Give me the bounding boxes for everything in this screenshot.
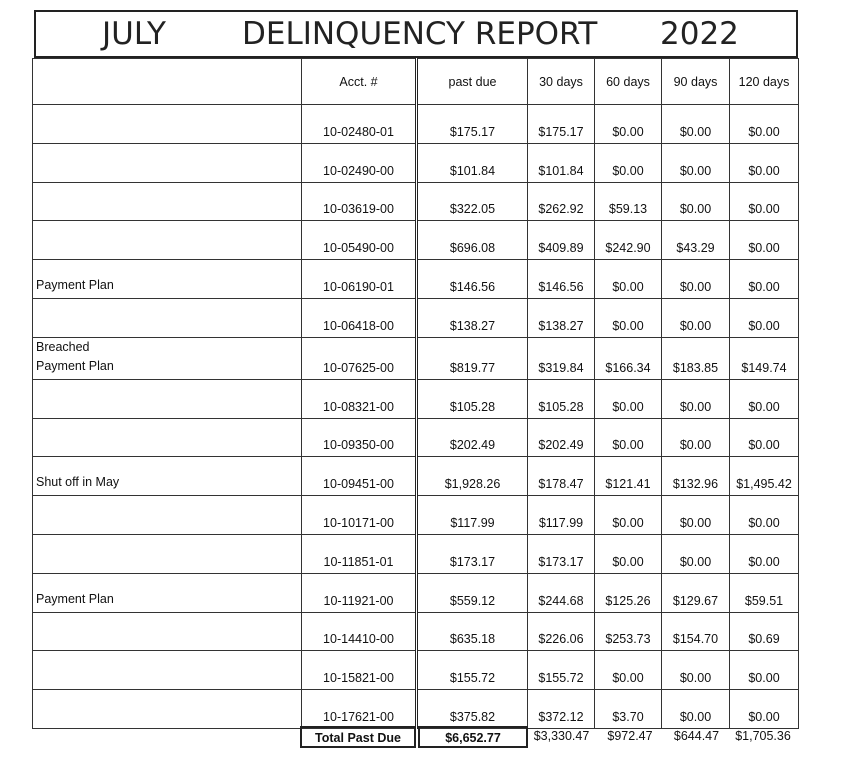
account-number: 10-06418-00 — [302, 298, 417, 337]
account-number: 10-10171-00 — [302, 496, 417, 535]
account-number: 10-11921-00 — [302, 573, 417, 612]
table-row — [33, 496, 799, 535]
row-note — [33, 418, 302, 457]
90-days-amount: $0.00 — [662, 182, 730, 221]
report-month: JULY — [102, 16, 166, 52]
120-days-amount: $59.51 — [730, 573, 799, 612]
row-note — [33, 221, 302, 260]
report-name: DELINQUENCY REPORT — [242, 16, 598, 52]
table-row — [33, 260, 799, 299]
60-days-amount: $3.70 — [595, 690, 662, 729]
120-days-amount: $149.74 — [730, 337, 799, 379]
120-days-amount: $0.69 — [730, 612, 799, 651]
past-due-amount: $146.56 — [417, 260, 528, 299]
account-number: 10-02490-00 — [302, 143, 417, 182]
60-days-amount: $0.00 — [595, 418, 662, 457]
30-days-amount: $173.17 — [528, 534, 595, 573]
past-due-amount: $696.08 — [417, 221, 528, 260]
total-past-due-value: $6,652.77 — [418, 726, 528, 748]
90-days-amount: $0.00 — [662, 143, 730, 182]
row-note: Payment Plan — [33, 260, 302, 299]
total-90-days: $644.47 — [673, 729, 720, 743]
90-days-amount: $0.00 — [662, 690, 730, 729]
row-note — [33, 496, 302, 535]
account-number: 10-06190-01 — [302, 260, 417, 299]
120-days-amount: $1,495.42 — [730, 457, 799, 496]
60-days-amount: $0.00 — [595, 379, 662, 418]
120-days-amount: $0.00 — [730, 651, 799, 690]
row-note: Shut off in May — [33, 457, 302, 496]
30-days-amount: $244.68 — [528, 573, 595, 612]
90-days-amount: $43.29 — [662, 221, 730, 260]
30-days-amount: $175.17 — [528, 105, 595, 144]
table-row — [33, 651, 799, 690]
60-days-amount: $121.41 — [595, 457, 662, 496]
table-row — [33, 418, 799, 457]
30-days-amount: $202.49 — [528, 418, 595, 457]
60-days-amount: $125.26 — [595, 573, 662, 612]
past-due-amount: $559.12 — [417, 573, 528, 612]
account-number: 10-15821-00 — [302, 651, 417, 690]
totals-row — [0, 726, 855, 752]
column-header-30-days: 30 days — [528, 59, 595, 105]
table-row — [33, 612, 799, 651]
past-due-amount: $322.05 — [417, 182, 528, 221]
account-number: 10-02480-01 — [302, 105, 417, 144]
60-days-amount: $0.00 — [595, 496, 662, 535]
past-due-amount: $635.18 — [417, 612, 528, 651]
column-header-note — [33, 59, 302, 105]
60-days-amount: $166.34 — [595, 337, 662, 379]
table-row — [33, 298, 799, 337]
column-header-90-days: 90 days — [662, 59, 730, 105]
row-note — [33, 379, 302, 418]
60-days-amount: $0.00 — [595, 651, 662, 690]
column-header-120-days: 120 days — [730, 59, 799, 105]
total-past-due-label: Total Past Due — [300, 726, 416, 748]
past-due-amount: $117.99 — [417, 496, 528, 535]
past-due-amount: $375.82 — [417, 690, 528, 729]
60-days-amount: $0.00 — [595, 260, 662, 299]
account-number: 10-05490-00 — [302, 221, 417, 260]
90-days-amount: $0.00 — [662, 298, 730, 337]
total-30-days: $3,330.47 — [533, 729, 590, 743]
table-row — [33, 221, 799, 260]
account-number: 10-09451-00 — [302, 457, 417, 496]
90-days-amount: $132.96 — [662, 457, 730, 496]
past-due-amount: $819.77 — [417, 337, 528, 379]
30-days-amount: $105.28 — [528, 379, 595, 418]
30-days-amount: $117.99 — [528, 496, 595, 535]
table-header-row — [33, 59, 799, 105]
table-row — [33, 534, 799, 573]
row-note — [33, 690, 302, 729]
30-days-amount: $155.72 — [528, 651, 595, 690]
past-due-amount: $202.49 — [417, 418, 528, 457]
row-note — [33, 651, 302, 690]
total-120-days: $1,705.36 — [735, 729, 791, 743]
account-number: 10-09350-00 — [302, 418, 417, 457]
row-note — [33, 143, 302, 182]
60-days-amount: $253.73 — [595, 612, 662, 651]
table-row — [33, 379, 799, 418]
120-days-amount: $0.00 — [730, 690, 799, 729]
row-note: Breached Payment Plan — [33, 337, 302, 379]
90-days-amount: $0.00 — [662, 496, 730, 535]
past-due-amount: $155.72 — [417, 651, 528, 690]
120-days-amount: $0.00 — [730, 496, 799, 535]
30-days-amount: $409.89 — [528, 221, 595, 260]
row-note: Payment Plan — [33, 573, 302, 612]
90-days-amount: $0.00 — [662, 379, 730, 418]
past-due-amount: $105.28 — [417, 379, 528, 418]
row-note — [33, 182, 302, 221]
row-note — [33, 612, 302, 651]
delinquency-table — [32, 58, 799, 729]
90-days-amount: $129.67 — [662, 573, 730, 612]
table-row — [33, 337, 799, 379]
past-due-amount: $173.17 — [417, 534, 528, 573]
90-days-amount: $154.70 — [662, 612, 730, 651]
past-due-amount: $138.27 — [417, 298, 528, 337]
90-days-amount: $0.00 — [662, 534, 730, 573]
60-days-amount: $0.00 — [595, 298, 662, 337]
report-title — [34, 10, 798, 58]
120-days-amount: $0.00 — [730, 534, 799, 573]
30-days-amount: $146.56 — [528, 260, 595, 299]
column-header-acct: Acct. # — [302, 59, 417, 105]
120-days-amount: $0.00 — [730, 221, 799, 260]
120-days-amount: $0.00 — [730, 379, 799, 418]
table-row — [33, 573, 799, 612]
account-number: 10-17621-00 — [302, 690, 417, 729]
total-60-days: $972.47 — [607, 729, 653, 743]
120-days-amount: $0.00 — [730, 105, 799, 144]
30-days-amount: $138.27 — [528, 298, 595, 337]
table-row — [33, 182, 799, 221]
row-note — [33, 105, 302, 144]
120-days-amount: $0.00 — [730, 418, 799, 457]
30-days-amount: $101.84 — [528, 143, 595, 182]
60-days-amount: $0.00 — [595, 105, 662, 144]
account-number: 10-03619-00 — [302, 182, 417, 221]
30-days-amount: $262.92 — [528, 182, 595, 221]
account-number: 10-11851-01 — [302, 534, 417, 573]
past-due-amount: $175.17 — [417, 105, 528, 144]
past-due-amount: $1,928.26 — [417, 457, 528, 496]
120-days-amount: $0.00 — [730, 260, 799, 299]
120-days-amount: $0.00 — [730, 182, 799, 221]
120-days-amount: $0.00 — [730, 298, 799, 337]
table-row — [33, 105, 799, 144]
120-days-amount: $0.00 — [730, 143, 799, 182]
60-days-amount: $0.00 — [595, 143, 662, 182]
table-row — [33, 143, 799, 182]
90-days-amount: $0.00 — [662, 260, 730, 299]
30-days-amount: $226.06 — [528, 612, 595, 651]
60-days-amount: $242.90 — [595, 221, 662, 260]
past-due-amount: $101.84 — [417, 143, 528, 182]
30-days-amount: $319.84 — [528, 337, 595, 379]
row-note — [33, 534, 302, 573]
account-number: 10-14410-00 — [302, 612, 417, 651]
90-days-amount: $0.00 — [662, 418, 730, 457]
60-days-amount: $0.00 — [595, 534, 662, 573]
90-days-amount: $0.00 — [662, 651, 730, 690]
report-year: 2022 — [660, 16, 739, 52]
row-note — [33, 298, 302, 337]
60-days-amount: $59.13 — [595, 182, 662, 221]
column-header-past-due: past due — [417, 59, 528, 105]
table-row — [33, 457, 799, 496]
30-days-amount: $372.12 — [528, 690, 595, 729]
table-row — [33, 690, 799, 729]
column-header-60-days: 60 days — [595, 59, 662, 105]
90-days-amount: $0.00 — [662, 105, 730, 144]
90-days-amount: $183.85 — [662, 337, 730, 379]
account-number: 10-08321-00 — [302, 379, 417, 418]
30-days-amount: $178.47 — [528, 457, 595, 496]
account-number: 10-07625-00 — [302, 337, 417, 379]
